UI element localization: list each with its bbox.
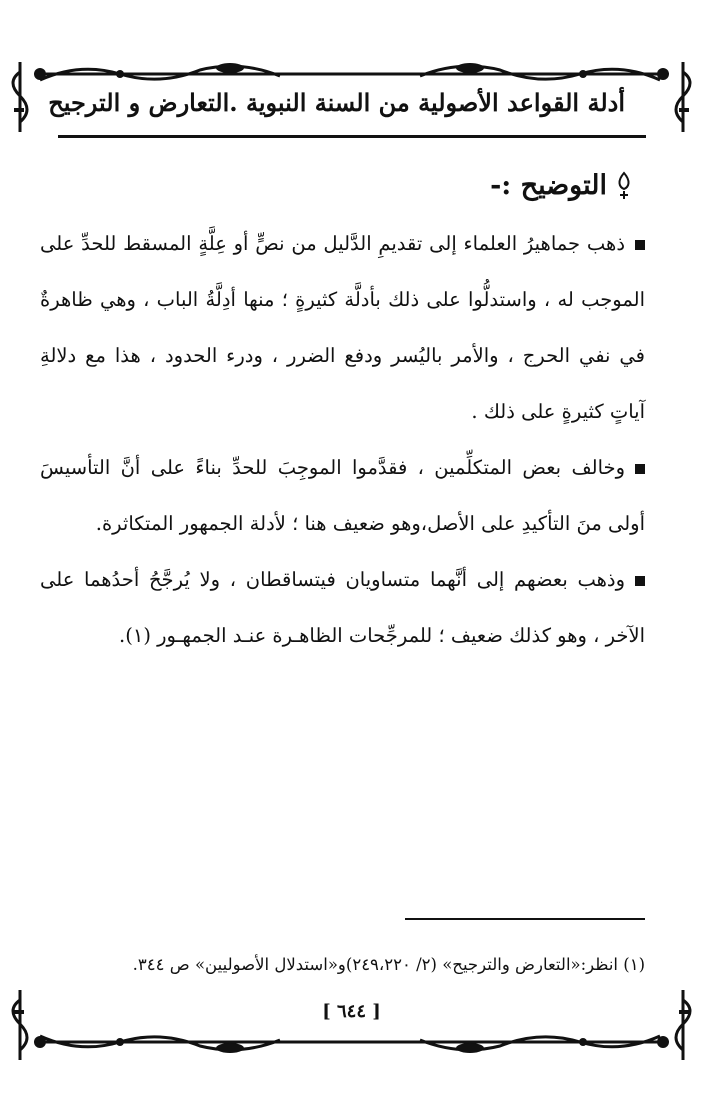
paragraph-text: ذهب جماهيرُ العلماء إلى تقديمِ الدَّليل من نصٍّ أو عِلَّةٍ المسقط للحدِّ على الموجب له ، واستدلُّوا على ذلك بأدلَّة كثيرةٍ ؛ منها أدِلَّةُ الباب ، وهي ظاهرةٌ في نفي الحرج ، والأمر باليُسر ودفع الضرر ، ودرء الحدود ، هذا مع دلالةِ آياتٍ كثيرةٍ على ذلك . (40, 232, 645, 423)
footnote: (١) انظر:«التعارض والترجيح» (٢/ ٢٤٩،٢٢٠)و«استدلال الأصوليين» ص ٣٤٤. (132, 955, 645, 974)
square-bullet-icon (635, 464, 645, 474)
page-number: [ ٦٤٤ ] (322, 1001, 381, 1022)
square-bullet-icon (635, 240, 645, 250)
flame-ornament-icon (613, 171, 635, 201)
square-bullet-icon (635, 576, 645, 586)
section-title-text: التوضيح :- (490, 170, 607, 201)
section-heading (490, 170, 635, 201)
paragraph-text: وذهب بعضهم إلى أنَّهما متساويان فيتساقطان ، ولا يُرجَّحُ أحدُهما على الآخر ، وهو كذلك ضعيف ؛ للمرجِّحات الظاهـرة عنـد الجمهـور (١). (40, 568, 645, 647)
body-text (40, 216, 645, 664)
header-rule (58, 135, 646, 138)
bottom-ornamental-border (0, 990, 703, 1070)
footnote-rule (405, 918, 645, 920)
paragraph (40, 440, 645, 552)
paragraph-text: وخالف بعض المتكلِّمين ، فقدَّموا الموجِبَ للحدِّ بناءً على أنَّ التأسيسَ أولى منَ التأكيدِ على الأصل،وهو ضعيف هنا ؛ لأدلة الجمهور المتكاثرة. (40, 456, 645, 535)
paragraph (40, 552, 645, 664)
paragraph (40, 216, 645, 440)
running-header-title: أدلة القواعد الأصولية من السنة النبوية .التعارض و الترجيح (48, 88, 625, 117)
